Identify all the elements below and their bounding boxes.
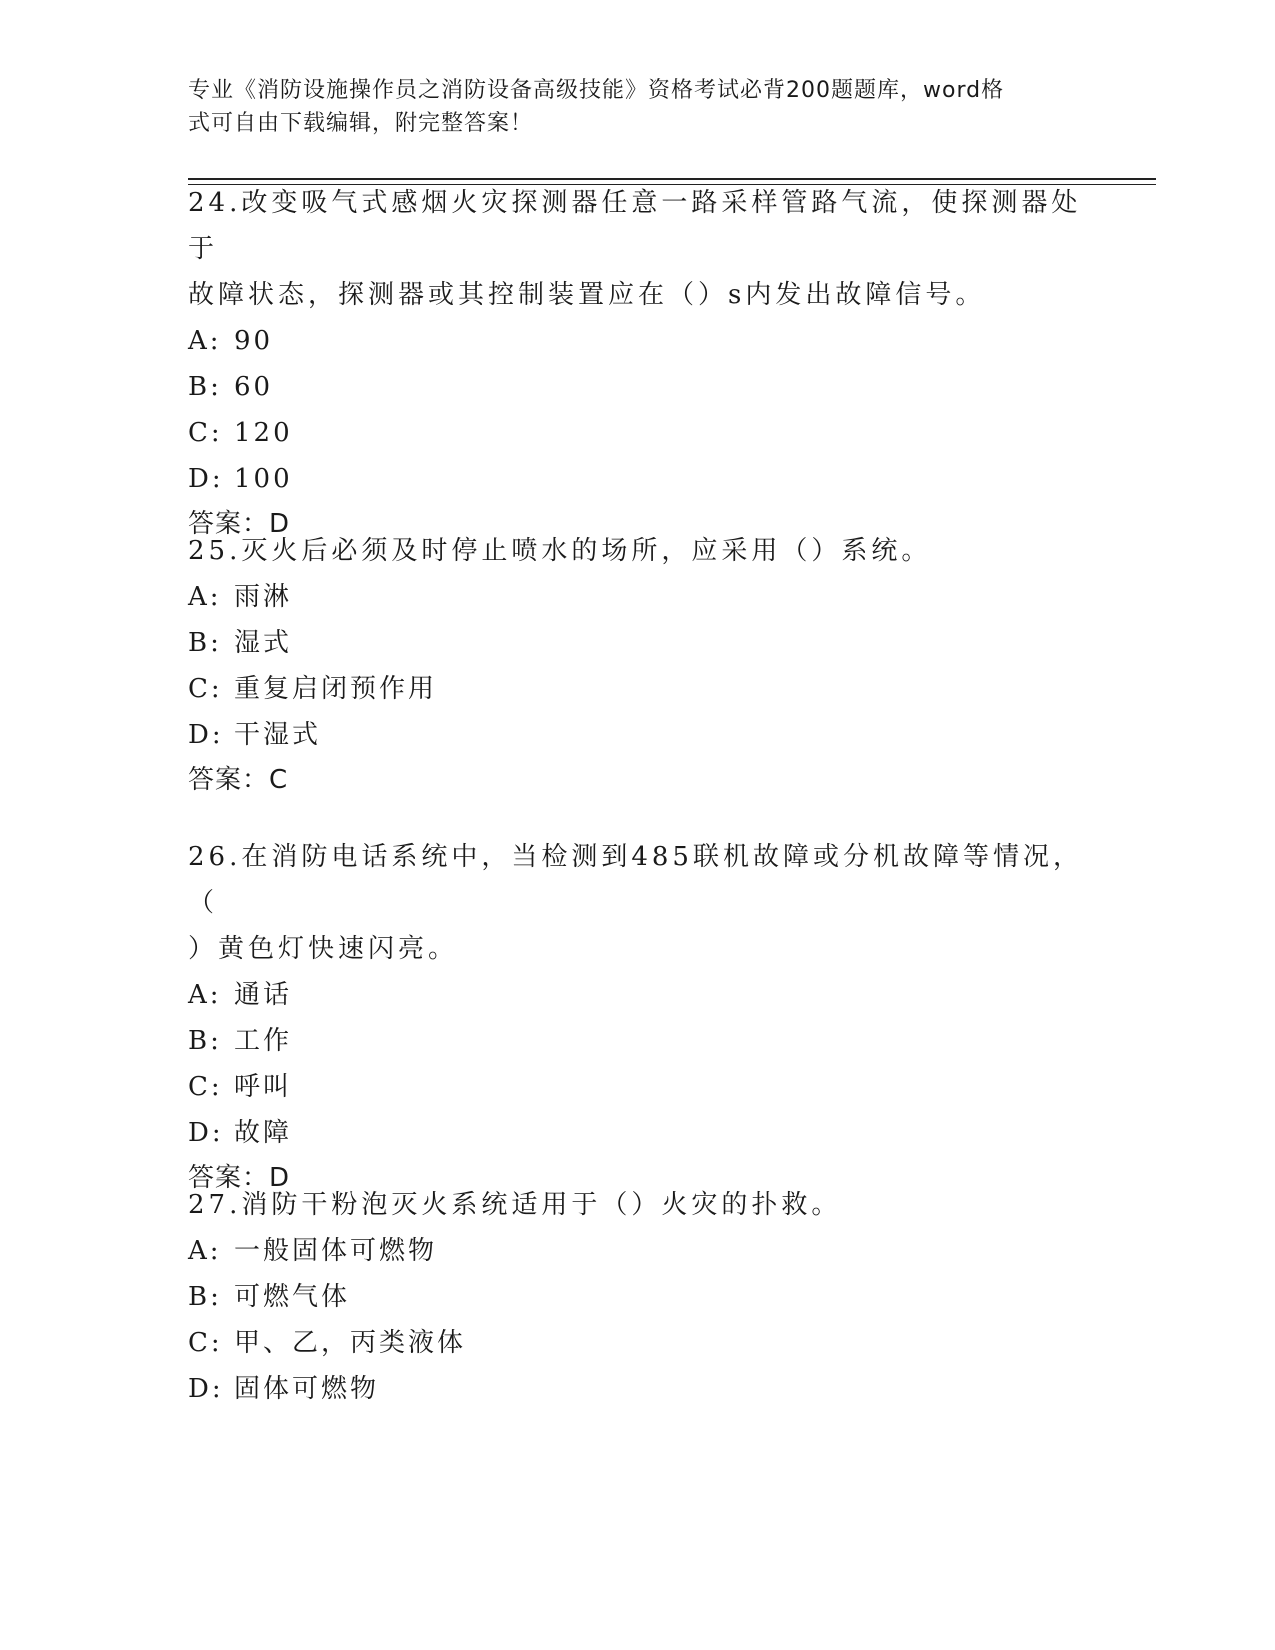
option-c [188,410,1088,456]
option-label: B: [188,628,222,658]
option-a [188,972,1088,1018]
option-text: 雨淋 [234,582,293,612]
option-text: 重复启闭预作用 [234,674,438,704]
question-stem-line: 故障状态，探测器或其控制装置应在（）s内发出故障信号。 [188,280,986,310]
option-c [188,1064,1088,1110]
option-text: 90 [234,326,274,356]
document-header [188,74,1068,140]
option-label: C: [188,1072,223,1102]
option-b [188,620,1088,666]
answer-line: 答案：D [188,1163,291,1193]
header-line-2: 式可自由下载编辑，附完整答案！ [188,111,534,136]
option-a [188,1228,1088,1274]
option-label: C: [188,1328,223,1358]
option-label: B: [188,1282,222,1312]
option-a [188,574,1088,620]
question-24 [188,180,1088,546]
question-25 [188,528,1088,802]
option-label: B: [188,372,222,402]
option-text: 工作 [234,1026,293,1056]
option-c [188,666,1088,712]
question-stem-line: 25.灭火后必须及时停止喷水的场所，应采用（）系统。 [188,536,932,566]
option-text: 120 [234,418,293,448]
option-label: A: [188,326,222,356]
answer-line: 答案：D [188,509,291,539]
option-text: 通话 [234,980,293,1010]
option-b [188,1018,1088,1064]
option-label: C: [188,418,223,448]
question-27 [188,1182,1088,1412]
option-d [188,1110,1088,1156]
option-b [188,364,1088,410]
option-label: D: [188,464,224,494]
option-text: 60 [234,372,274,402]
option-text: 故障 [234,1118,293,1148]
option-text: 干湿式 [234,720,322,750]
option-c [188,1320,1088,1366]
option-label: D: [188,720,224,750]
option-label: D: [188,1118,224,1148]
option-text: 湿式 [234,628,293,658]
option-b [188,1274,1088,1320]
option-text: 固体可燃物 [234,1374,380,1404]
option-label: D: [188,1374,224,1404]
question-stem-line: 26.在消防电话系统中，当检测到485联机故障或分机故障等情况，（ [188,842,1083,918]
question-stem-line: 24.改变吸气式感烟火灾探测器任意一路采样管路气流，使探测器处于 [188,188,1082,264]
option-label: A: [188,1236,222,1266]
question-26 [188,834,1088,1200]
option-text: 一般固体可燃物 [234,1236,438,1266]
option-text: 可燃气体 [234,1282,351,1312]
option-label: B: [188,1026,222,1056]
option-d [188,1366,1088,1412]
option-d [188,456,1088,502]
option-label: A: [188,582,222,612]
option-d [188,712,1088,758]
option-label: C: [188,674,223,704]
answer-line: 答案：C [188,765,289,795]
question-stem-line: 27.消防干粉泡灭火系统适用于（）火灾的扑救。 [188,1190,842,1220]
option-text: 100 [234,464,293,494]
question-stem-line: ）黄色灯快速闪亮。 [188,934,459,964]
header-line-1: 专业《消防设施操作员之消防设备高级技能》资格考试必背200题题库，word格 [188,78,1005,103]
option-a [188,318,1088,364]
option-text: 呼叫 [234,1072,293,1102]
option-label: A: [188,980,222,1010]
option-text: 甲、乙，丙类液体 [234,1328,467,1358]
